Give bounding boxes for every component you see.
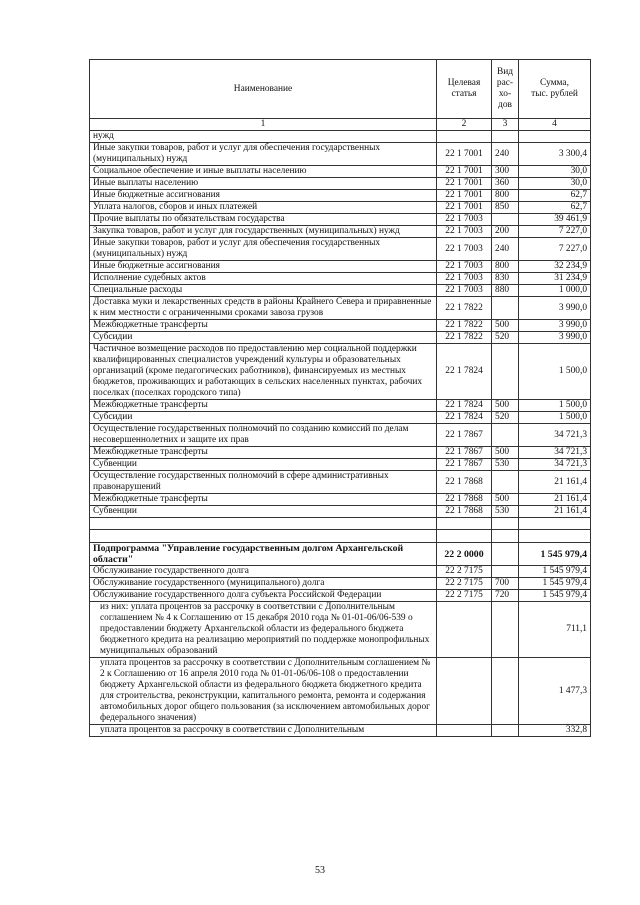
row-name: Субвенции: [90, 506, 437, 518]
column-number-row: [90, 119, 591, 131]
table-row: [90, 214, 591, 226]
row-target-article: 22 1 7003: [437, 261, 492, 273]
table-row: [90, 273, 591, 285]
row-name: Осуществление государственных полномочий по созданию комиссий по делам несовершеннолетних и защите их прав: [90, 424, 437, 447]
table-spacer-row: [90, 518, 591, 530]
column-number: 4: [519, 119, 591, 131]
row-expense-type: [492, 725, 519, 737]
row-expense-type: 200: [492, 226, 519, 238]
row-target-article: 22 1 7822: [437, 297, 492, 320]
row-name: Доставка муки и лекарственных средств в районы Крайнего Севера и приравненные к ним местности с ограниченными сроками завоза грузов: [90, 297, 437, 320]
row-expense-type: 720: [492, 590, 519, 602]
row-amount: 21 161,4: [519, 494, 591, 506]
row-expense-type: 360: [492, 178, 519, 190]
row-name: Иные выплаты населению: [90, 178, 437, 190]
row-expense-type: 530: [492, 506, 519, 518]
row-name: Иные бюджетные ассигнования: [90, 190, 437, 202]
row-expense-type: 520: [492, 412, 519, 424]
row-name: Субсидии: [90, 412, 437, 424]
row-amount: 39 461,9: [519, 214, 591, 226]
row-target-article: 22 2 7175: [437, 590, 492, 602]
row-amount: 62,7: [519, 190, 591, 202]
row-expense-type: 800: [492, 261, 519, 273]
table-row: [90, 332, 591, 344]
header-target-article: Целевая статья: [437, 60, 492, 119]
row-target-article: 22 1 7001: [437, 166, 492, 178]
row-amount: 21 161,4: [519, 471, 591, 494]
row-amount: 32 234,9: [519, 261, 591, 273]
row-expense-type: 300: [492, 166, 519, 178]
table-row: [90, 447, 591, 459]
row-amount: 34 721,3: [519, 447, 591, 459]
row-amount: 30,0: [519, 166, 591, 178]
row-name: Обслуживание государственного долга: [90, 566, 437, 578]
row-target-article: 22 1 7824: [437, 344, 492, 400]
row-amount: 21 161,4: [519, 506, 591, 518]
row-target-article: 22 2 0000: [437, 543, 492, 566]
row-expense-type: 530: [492, 459, 519, 471]
row-name: уплата процентов за рассрочку в соответствии с Дополнительным: [90, 725, 437, 737]
table-row: [90, 344, 591, 400]
table-row: [90, 566, 591, 578]
row-expense-type: 800: [492, 190, 519, 202]
budget-table: [89, 59, 591, 737]
row-target-article: 22 1 7822: [437, 320, 492, 332]
table-row: [90, 166, 591, 178]
row-target-article: 22 1 7868: [437, 494, 492, 506]
row-expense-type: [492, 131, 519, 143]
row-name: нужд: [90, 131, 437, 143]
table-row: [90, 590, 591, 602]
row-amount: 3 990,0: [519, 297, 591, 320]
row-amount: 3 300,4: [519, 143, 591, 166]
row-target-article: 22 1 7867: [437, 447, 492, 459]
row-expense-type: 240: [492, 238, 519, 261]
row-target-article: 22 1 7003: [437, 214, 492, 226]
table-row: [90, 543, 591, 566]
header-name: Наименование: [90, 60, 437, 119]
column-number: 2: [437, 119, 492, 131]
table-row: [90, 506, 591, 518]
row-target-article: 22 1 7824: [437, 400, 492, 412]
row-amount: 3 990,0: [519, 332, 591, 344]
table-row: [90, 494, 591, 506]
row-name: Частичное возмещение расходов по предоставлению мер социальной поддержки квалифицированных специалистов учреждений культуры и образовательных организаций (кроме педагогических работников), финансируемых из местных бюджетов, проживающих и работающих в сельских населенных пунктах, рабочих поселках (поселках городского типа): [90, 344, 437, 400]
row-name: Субсидии: [90, 332, 437, 344]
row-name: Субвенции: [90, 459, 437, 471]
row-expense-type: [492, 344, 519, 400]
table-row: [90, 202, 591, 214]
row-amount: 1 500,0: [519, 412, 591, 424]
table-spacer-row: [90, 530, 591, 543]
table-row: [90, 400, 591, 412]
column-number: 1: [90, 119, 437, 131]
row-target-article: 22 1 7867: [437, 424, 492, 447]
row-name: Уплата налогов, сборов и иных платежей: [90, 202, 437, 214]
row-target-article: 22 2 7175: [437, 566, 492, 578]
row-target-article: 22 1 7003: [437, 273, 492, 285]
row-amount: 1 545 979,4: [519, 566, 591, 578]
row-amount: 1 000,0: [519, 285, 591, 297]
table-row: [90, 131, 591, 143]
row-expense-type: [492, 602, 519, 658]
row-name: Иные бюджетные ассигнования: [90, 261, 437, 273]
row-name: Закупка товаров, работ и услуг для государственных (муниципальных) нужд: [90, 226, 437, 238]
row-name: Подпрограмма "Управление государственным долгом Архангельской области": [90, 543, 437, 566]
table-row: [90, 320, 591, 332]
row-name: Межбюджетные трансферты: [90, 400, 437, 412]
row-amount: 711,1: [519, 602, 591, 658]
row-expense-type: [492, 566, 519, 578]
table-row: [90, 143, 591, 166]
row-expense-type: [492, 297, 519, 320]
row-target-article: 22 1 7001: [437, 143, 492, 166]
row-target-article: 22 1 7001: [437, 190, 492, 202]
table-row: [90, 459, 591, 471]
table-row: [90, 471, 591, 494]
row-target-article: 22 2 7175: [437, 578, 492, 590]
table-row: [90, 285, 591, 297]
row-target-article: 22 1 7824: [437, 412, 492, 424]
row-target-article: [437, 602, 492, 658]
row-target-article: 22 1 7001: [437, 202, 492, 214]
row-name: Иные закупки товаров, работ и услуг для обеспечения государственных (муниципальных) нужд: [90, 238, 437, 261]
row-expense-type: 500: [492, 447, 519, 459]
row-amount: 7 227,0: [519, 238, 591, 261]
row-amount: 31 234,9: [519, 273, 591, 285]
row-expense-type: [492, 471, 519, 494]
table-row: [90, 412, 591, 424]
table-row: [90, 297, 591, 320]
row-amount: 1 545 979,4: [519, 543, 591, 566]
table-row: [90, 178, 591, 190]
row-amount: [519, 131, 591, 143]
row-expense-type: 500: [492, 494, 519, 506]
row-target-article: [437, 725, 492, 737]
table-row: [90, 238, 591, 261]
row-name: Обслуживание государственного долга субъекта Российской Федерации: [90, 590, 437, 602]
row-target-article: [437, 658, 492, 725]
row-target-article: 22 1 7003: [437, 226, 492, 238]
table-row: [90, 658, 591, 725]
row-target-article: 22 1 7003: [437, 285, 492, 297]
row-name: Прочие выплаты по обязательствам государства: [90, 214, 437, 226]
row-name: Обслуживание государственного (муниципального) долга: [90, 578, 437, 590]
row-amount: 1 500,0: [519, 400, 591, 412]
row-name: Межбюджетные трансферты: [90, 494, 437, 506]
row-expense-type: 830: [492, 273, 519, 285]
header-amount: Сумма, тыс. рублей: [519, 60, 591, 119]
row-expense-type: 850: [492, 202, 519, 214]
column-number: 3: [492, 119, 519, 131]
table-row: [90, 190, 591, 202]
row-target-article: 22 1 7003: [437, 238, 492, 261]
row-expense-type: 240: [492, 143, 519, 166]
row-amount: 30,0: [519, 178, 591, 190]
row-amount: 34 721,3: [519, 424, 591, 447]
table-header-row: [90, 60, 591, 119]
row-expense-type: 500: [492, 400, 519, 412]
row-amount: 62,7: [519, 202, 591, 214]
header-expense-type: Вид рас- хо- дов: [492, 60, 519, 119]
row-expense-type: 880: [492, 285, 519, 297]
table-row: [90, 602, 591, 658]
table-row: [90, 424, 591, 447]
row-expense-type: 700: [492, 578, 519, 590]
row-expense-type: [492, 658, 519, 725]
row-name: Иные закупки товаров, работ и услуг для обеспечения государственных (муниципальных) нужд: [90, 143, 437, 166]
table-row: [90, 261, 591, 273]
row-amount: 1 545 979,4: [519, 590, 591, 602]
row-expense-type: 500: [492, 320, 519, 332]
row-name: из них: уплата процентов за рассрочку в соответствии с Дополнительным соглашением № 4 к Соглашению от 15 декабря 2010 года № 01-01-06/06-539 о предоставлении бюджету Архангельской области из федерального бюджета бюджетного кредита на реализацию мероприятий по поддержке монопрофильных муниципальных образований: [90, 602, 437, 658]
row-name: Осуществление государственных полномочий в сфере административных правонарушений: [90, 471, 437, 494]
row-expense-type: 520: [492, 332, 519, 344]
table-row: [90, 578, 591, 590]
row-amount: 1 477,3: [519, 658, 591, 725]
row-name: Исполнение судебных актов: [90, 273, 437, 285]
row-name: Межбюджетные трансферты: [90, 447, 437, 459]
row-expense-type: [492, 543, 519, 566]
row-name: Социальное обеспечение и иные выплаты населению: [90, 166, 437, 178]
row-expense-type: [492, 214, 519, 226]
table-row: [90, 725, 591, 737]
row-target-article: [437, 131, 492, 143]
row-amount: 34 721,3: [519, 459, 591, 471]
page-number: 53: [315, 865, 325, 876]
row-target-article: 22 1 7822: [437, 332, 492, 344]
row-amount: 332,8: [519, 725, 591, 737]
row-name: уплата процентов за рассрочку в соответствии с Дополнительным соглашением № 2 к Соглашению от 16 апреля 2010 года № 01-01-06/06-108 о предоставлении бюджету Архангельской области из федерального бюджета бюджетного кредита для строительства, реконструкции, капитального ремонта, ремонта и содержания автомобильных дорог общего пользования (за исключением автомобильных дорог федерального значения): [90, 658, 437, 725]
row-target-article: 22 1 7868: [437, 506, 492, 518]
row-amount: 3 990,0: [519, 320, 591, 332]
row-amount: 7 227,0: [519, 226, 591, 238]
row-target-article: 22 1 7868: [437, 471, 492, 494]
row-name: Межбюджетные трансферты: [90, 320, 437, 332]
row-target-article: 22 1 7001: [437, 178, 492, 190]
table-body: [90, 131, 591, 737]
row-amount: 1 545 979,4: [519, 578, 591, 590]
row-expense-type: [492, 424, 519, 447]
table-row: [90, 226, 591, 238]
row-target-article: 22 1 7867: [437, 459, 492, 471]
row-amount: 1 500,0: [519, 344, 591, 400]
row-name: Специальные расходы: [90, 285, 437, 297]
